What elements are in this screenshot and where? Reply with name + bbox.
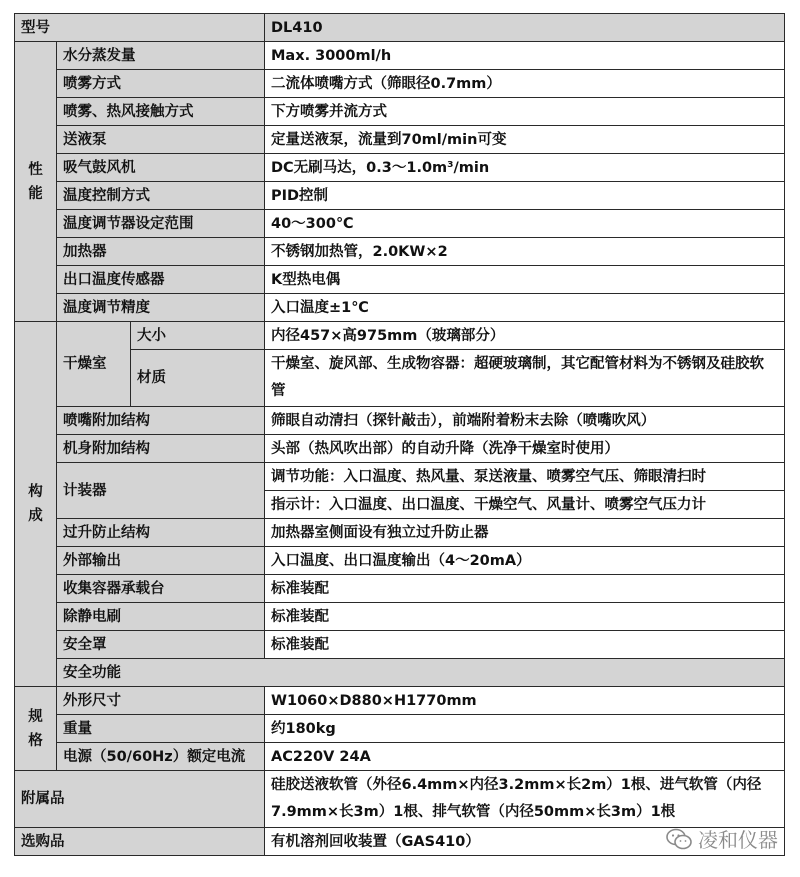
meter-value-1: 调节功能：入口温度、热风量、泵送液量、喷雾空气压、筛眼清扫时 bbox=[265, 463, 785, 491]
table-row bbox=[15, 463, 785, 491]
table-row bbox=[15, 631, 785, 659]
model-value: DL410 bbox=[265, 14, 785, 42]
row-label: 温度调节精度 bbox=[57, 294, 265, 322]
row-value: 标准装配 bbox=[265, 603, 785, 631]
accessory-label: 附属品 bbox=[15, 771, 265, 828]
row-value: 二流体喷嘴方式（筛眼径0.7mm） bbox=[265, 70, 785, 98]
row-value: 入口温度±1℃ bbox=[265, 294, 785, 322]
table-row bbox=[15, 350, 785, 407]
table-row bbox=[15, 715, 785, 743]
meter-label: 计装器 bbox=[57, 463, 265, 519]
row-label: 温度调节器设定范围 bbox=[57, 210, 265, 238]
row-value: W1060×D880×H1770mm bbox=[265, 687, 785, 715]
row-label: 电源（50/60Hz）额定电流 bbox=[57, 743, 265, 771]
meter-value-2: 指示计：入口温度、出口温度、干燥空气、风量计、喷雾空气压力计 bbox=[265, 491, 785, 519]
row-value: 加热器室侧面设有独立过升防止器 bbox=[265, 519, 785, 547]
table-row bbox=[15, 294, 785, 322]
table-row bbox=[15, 210, 785, 238]
table-row bbox=[15, 743, 785, 771]
table-row bbox=[15, 14, 785, 42]
table-row bbox=[15, 238, 785, 266]
row-label: 吸气鼓风机 bbox=[57, 154, 265, 182]
row-value: 标准装配 bbox=[265, 575, 785, 603]
table-row bbox=[15, 42, 785, 70]
row-label: 送液泵 bbox=[57, 126, 265, 154]
table-row bbox=[15, 547, 785, 575]
structure-group: 构 成 bbox=[15, 322, 57, 687]
table-row bbox=[15, 407, 785, 435]
body-value: 头部（热风吹出部）的自动升降（洗净干燥室时使用） bbox=[265, 435, 785, 463]
row-value: PID控制 bbox=[265, 182, 785, 210]
table-row bbox=[15, 182, 785, 210]
option-label: 选购品 bbox=[15, 828, 265, 856]
body-label: 机身附加结构 bbox=[57, 435, 265, 463]
row-value: 入口温度、出口温度输出（4～20mA） bbox=[265, 547, 785, 575]
model-label: 型号 bbox=[15, 14, 265, 42]
nozzle-value: 筛眼自动清扫（探针敲击），前端附着粉末去除（喷嘴吹风） bbox=[265, 407, 785, 435]
watermark-text: 凌和仪器 bbox=[698, 828, 778, 852]
row-value: AC220V 24A bbox=[265, 743, 785, 771]
safety-label: 安全功能 bbox=[57, 659, 785, 687]
row-label: 收集容器承载台 bbox=[57, 575, 265, 603]
row-value: 定量送液泵，流量到70ml/min可变 bbox=[265, 126, 785, 154]
row-label: 喷雾方式 bbox=[57, 70, 265, 98]
table-row bbox=[15, 659, 785, 687]
table-row bbox=[15, 771, 785, 828]
row-label: 加热器 bbox=[57, 238, 265, 266]
row-value: K型热电偶 bbox=[265, 266, 785, 294]
table-row bbox=[15, 687, 785, 715]
nozzle-label: 喷嘴附加结构 bbox=[57, 407, 265, 435]
material-label: 材质 bbox=[131, 350, 265, 407]
table-row bbox=[15, 519, 785, 547]
row-label: 安全罩 bbox=[57, 631, 265, 659]
row-value: 约180kg bbox=[265, 715, 785, 743]
table-row bbox=[15, 154, 785, 182]
row-value: 标准装配 bbox=[265, 631, 785, 659]
row-value: 下方喷雾并流方式 bbox=[265, 98, 785, 126]
table-row bbox=[15, 70, 785, 98]
accessory-value: 硅胶送液软管（外径6.4mm×内径3.2mm×长2m）1根、进气软管（内径7.9mm×长3m）1根、排气软管（内径50mm×长3m）1根 bbox=[265, 771, 785, 828]
table-row bbox=[15, 98, 785, 126]
table-row bbox=[15, 126, 785, 154]
performance-group: 性 能 bbox=[15, 42, 57, 322]
spec-table bbox=[14, 13, 785, 856]
watermark bbox=[666, 824, 778, 853]
row-value: 40～300℃ bbox=[265, 210, 785, 238]
row-label: 水分蒸发量 bbox=[57, 42, 265, 70]
size-value: 内径457×高975mm（玻璃部分） bbox=[265, 322, 785, 350]
row-label: 除静电刷 bbox=[57, 603, 265, 631]
row-label: 外形尺寸 bbox=[57, 687, 265, 715]
table-row bbox=[15, 435, 785, 463]
row-value: DC无刷马达，0.3～1.0m³/min bbox=[265, 154, 785, 182]
wechat-icon bbox=[666, 828, 692, 850]
row-value: 不锈钢加热管，2.0KW×2 bbox=[265, 238, 785, 266]
material-value: 干燥室、旋风部、生成物容器：超硬玻璃制，其它配管材料为不锈钢及硅胶软管 bbox=[265, 350, 785, 407]
row-label: 外部输出 bbox=[57, 547, 265, 575]
table-row bbox=[15, 266, 785, 294]
row-label: 重量 bbox=[57, 715, 265, 743]
row-label: 出口温度传感器 bbox=[57, 266, 265, 294]
row-label: 过升防止结构 bbox=[57, 519, 265, 547]
row-label: 喷雾、热风接触方式 bbox=[57, 98, 265, 126]
row-label: 温度控制方式 bbox=[57, 182, 265, 210]
table-row bbox=[15, 322, 785, 350]
row-value: Max. 3000ml/h bbox=[265, 42, 785, 70]
size-label: 大小 bbox=[131, 322, 265, 350]
drying-chamber-label: 干燥室 bbox=[57, 322, 131, 407]
table-row bbox=[15, 603, 785, 631]
spec-group: 规 格 bbox=[15, 687, 57, 771]
table-row bbox=[15, 575, 785, 603]
option-value: 有机溶剂回收装置（GAS410） bbox=[265, 828, 785, 856]
